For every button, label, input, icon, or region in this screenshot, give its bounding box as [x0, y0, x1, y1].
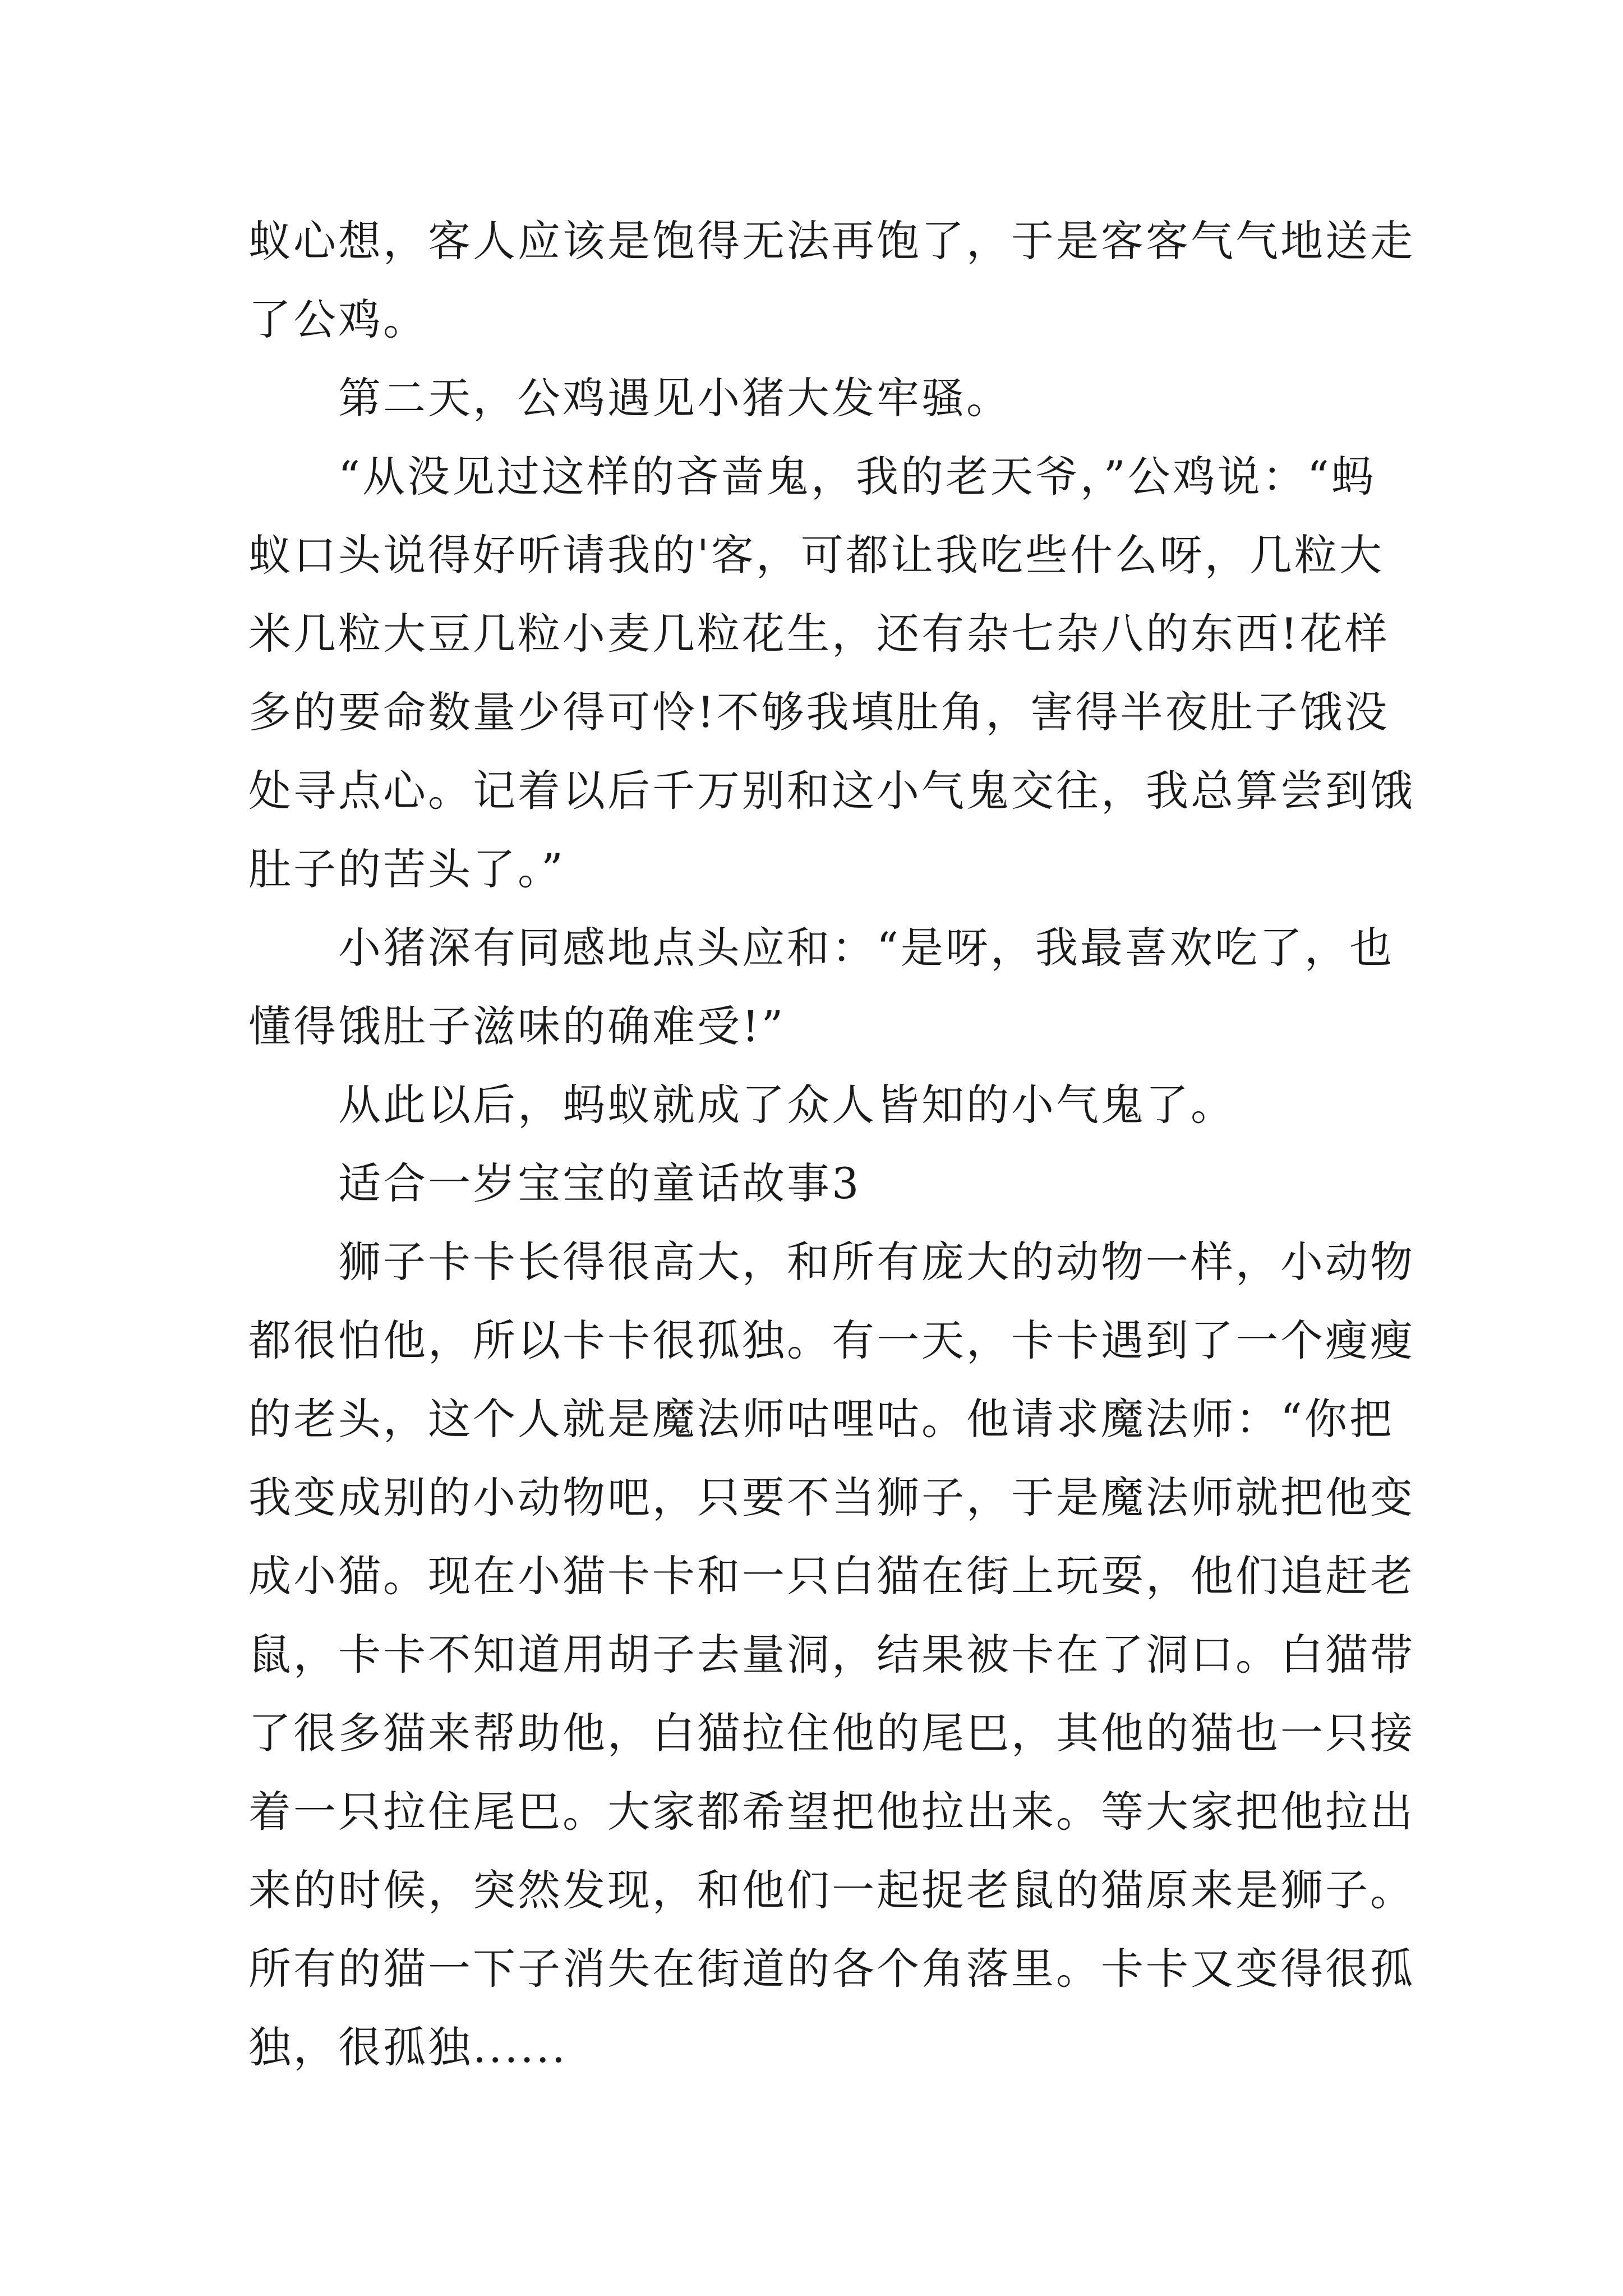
paragraph-line: 狮子卡卡长得很高大，和所有庞大的动物一样，小动物: [338, 1237, 1415, 1287]
paragraph-line: 从此以后，蚂蚁就成了众人皆知的小气鬼了。: [338, 1080, 1235, 1130]
text-line: 了很多猫来帮助他，白猫拉住他的尾巴，其他的猫也一只接: [248, 1708, 1415, 1758]
paragraph-line: 第二天，公鸡遇见小猪大发牢骚。: [338, 373, 1011, 423]
text-line: 我变成别的小动物吧，只要不当狮子，于是魔法师就把他变: [248, 1473, 1415, 1522]
section-heading: 适合一岁宝宝的童话故事3: [338, 1158, 861, 1208]
text-line: 着一只拉住尾巴。大家都希望把他拉出来。等大家把他拉出: [248, 1787, 1415, 1837]
paragraph-line: “从没见过这样的吝啬鬼，我的老天爷，”公鸡说：“蚂: [338, 452, 1376, 501]
text-line: 来的时候，突然发现，和他们一起捉老鼠的猫原来是狮子。: [248, 1865, 1415, 1915]
text-line: 都很怕他，所以卡卡很孤独。有一天，卡卡遇到了一个瘦瘦: [248, 1315, 1415, 1365]
text-line: 成小猫。现在小猫卡卡和一只白猫在街上玩耍，他们追赶老: [248, 1551, 1415, 1601]
text-line: 处寻点心。记着以后千万别和这小气鬼交往，我总算尝到饿: [248, 766, 1415, 816]
text-line: 蚁心想，客人应该是饱得无法再饱了，于是客客气气地送走: [248, 216, 1415, 266]
text-line: 了公鸡。: [248, 295, 428, 344]
text-line: 懂得饿肚子滋味的确难受!”: [248, 1001, 786, 1051]
text-line: 的老头，这个人就是魔法师咕哩咕。他请求魔法师：“你把: [248, 1394, 1394, 1444]
text-line: 鼠，卡卡不知道用胡子去量洞，结果被卡在了洞口。白猫带: [248, 1630, 1415, 1680]
text-line: 蚁口头说得好听请我的'客，可都让我吃些什么呀，几粒大: [248, 530, 1384, 580]
paragraph-line: 小猪深有同感地点头应和：“是呀，我最喜欢吃了，也: [338, 923, 1394, 973]
text-line: 独，很孤独......: [248, 2022, 568, 2072]
text-line: 所有的猫一下子消失在街道的各个角落里。卡卡又变得很孤: [248, 1944, 1415, 1994]
text-line: 米几粒大豆几粒小麦几粒花生，还有杂七杂八的东西!花样: [248, 609, 1390, 659]
text-line: 肚子的苦头了。”: [248, 844, 565, 894]
text-line: 多的要命数量少得可怜!不够我填肚角，害得半夜肚子饿没: [248, 687, 1390, 737]
